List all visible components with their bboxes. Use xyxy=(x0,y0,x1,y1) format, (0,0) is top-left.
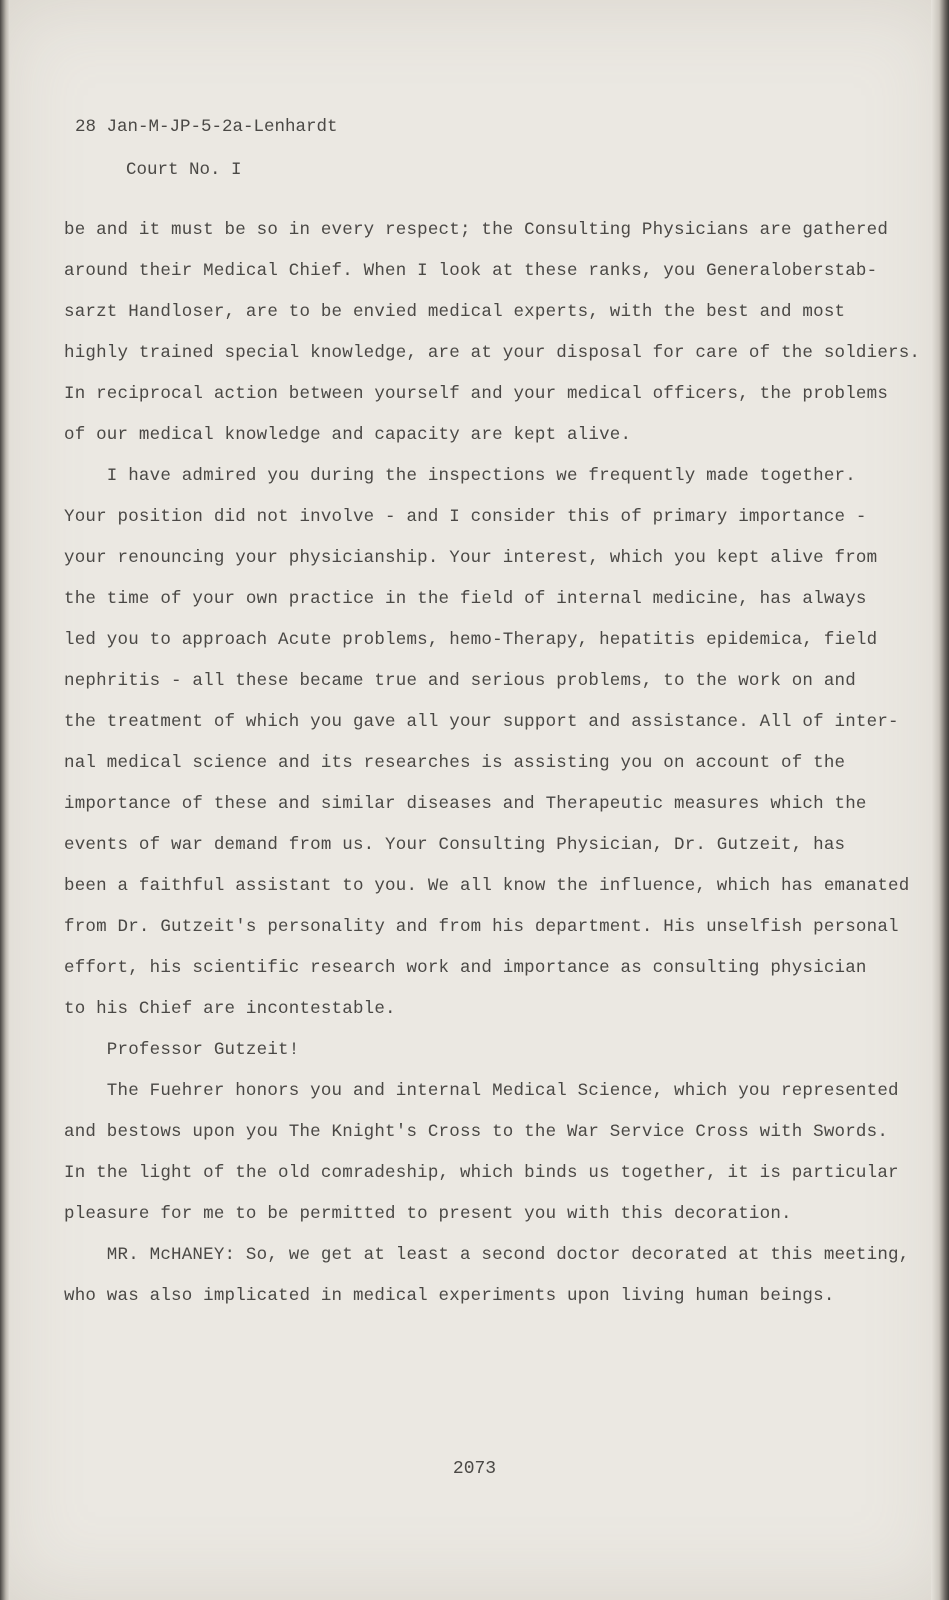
text-line: around their Medical Chief. When I look at these ranks, you Generaloberstab- xyxy=(64,261,878,281)
text-line: nephritis - all these became true and serious problems, to the work on and xyxy=(64,671,856,691)
text-line: nal medical science and its researches is assisting you on account of the xyxy=(64,753,846,773)
court-label: Court No. I xyxy=(126,160,242,180)
text-line: importance of these and similar diseases and Therapeutic measures which the xyxy=(64,794,867,814)
text-line: the treatment of which you gave all your support and assistance. All of inter- xyxy=(64,712,899,732)
scan-edge-right xyxy=(931,0,949,1600)
text-line: I have admired you during the inspections we frequently made together. xyxy=(64,466,856,486)
text-line: pleasure for me to be permitted to present you with this decoration. xyxy=(64,1204,792,1224)
text-line: sarzt Handloser, are to be envied medical experts, with the best and most xyxy=(64,302,846,322)
text-line: of our medical knowledge and capacity are kept alive. xyxy=(64,425,632,445)
text-line: your renouncing your physicianship. Your interest, which you kept alive from xyxy=(64,548,878,568)
text-line: the time of your own practice in the field of internal medicine, has always xyxy=(64,589,867,609)
text-line: been a faithful assistant to you. We all know the influence, which has emanated xyxy=(64,876,910,896)
text-line: be and it must be so in every respect; the Consulting Physicians are gathered xyxy=(64,220,889,240)
text-line: who was also implicated in medical experiments upon living human beings. xyxy=(64,1286,835,1306)
text-line: MR. McHANEY: So, we get at least a second doctor decorated at this meeting, xyxy=(64,1245,910,1265)
text-line: events of war demand from us. Your Consulting Physician, Dr. Gutzeit, has xyxy=(64,835,846,855)
text-line: Professor Gutzeit! xyxy=(64,1040,300,1060)
text-line: In reciprocal action between yourself and your medical officers, the problems xyxy=(64,384,889,404)
text-line: from Dr. Gutzeit's personality and from his department. His unselfish personal xyxy=(64,917,899,937)
text-line: The Fuehrer honors you and internal Medical Science, which you represented xyxy=(64,1081,899,1101)
text-line: led you to approach Acute problems, hemo-Therapy, hepatitis epidemica, field xyxy=(64,630,878,650)
text-line: and bestows upon you The Knight's Cross to the War Service Cross with Swords. xyxy=(64,1122,889,1142)
text-line: to his Chief are incontestable. xyxy=(64,999,396,1019)
page-number: 2073 xyxy=(452,1459,497,1479)
scan-edge-left xyxy=(0,0,10,1600)
transcript-body xyxy=(64,210,921,1317)
text-line: effort, his scientific research work and importance as consulting physician xyxy=(64,958,867,978)
text-line: Your position did not involve - and I consider this of primary importance - xyxy=(64,507,867,527)
text-line: In the light of the old comradeship, which binds us together, it is particular xyxy=(64,1163,899,1183)
text-line: highly trained special knowledge, are at your disposal for care of the soldiers. xyxy=(64,343,921,363)
document-reference: 28 Jan-M-JP-5-2a-Lenhardt xyxy=(75,117,338,137)
